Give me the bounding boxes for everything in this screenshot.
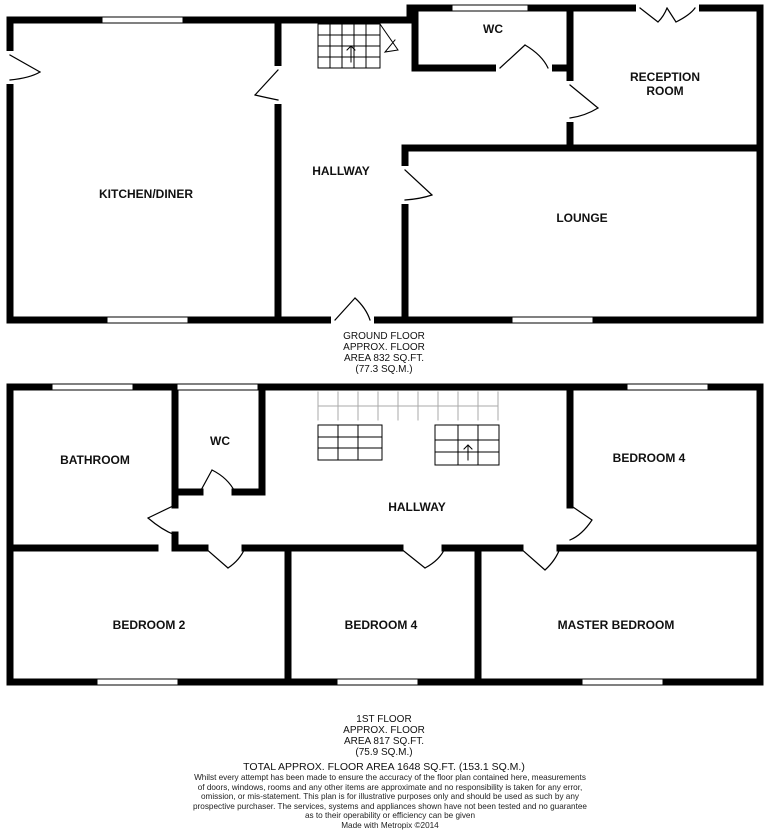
room-label-reception: RECEPTION ROOM <box>629 70 700 98</box>
room-label-ground-hallway: HALLWAY <box>312 164 370 178</box>
disclaimer-line: as to their operability or efficiency can be given <box>304 811 476 821</box>
room-label-ground-wc: WC <box>483 22 503 36</box>
ground-floor-caption <box>343 331 425 375</box>
caption-line: GROUND FLOOR <box>343 331 425 342</box>
caption-line: AREA 832 SQ.FT. <box>343 353 425 364</box>
disclaimer-line: Whilst every attempt has been made to ensure the accuracy of the floor plan contained here, measurements <box>194 773 586 782</box>
room-label-kitchen: KITCHEN/DINER <box>98 187 194 201</box>
ground-floor-walls <box>10 8 760 320</box>
caption-line: (75.9 SQ.M.) <box>355 747 413 758</box>
room-label-lounge: LOUNGE <box>556 211 608 225</box>
ground-floor-stairs <box>318 24 398 68</box>
first-floor-doors <box>148 470 592 570</box>
disclaimer-line: omission, or mis-statement. This plan is for illustrative purposes only and should be used as such by any <box>200 792 580 802</box>
caption-line: (77.3 SQ.M.) <box>355 364 413 375</box>
first-floor-walls <box>10 387 760 682</box>
room-label-bathroom: BATHROOM <box>60 453 130 467</box>
first-floor-caption <box>343 714 425 758</box>
room-label-first-hallway: HALLWAY <box>388 500 446 514</box>
caption-line: AREA 817 SQ.FT. <box>343 736 425 747</box>
room-label-bedroom-4-middle: BEDROOM 4 <box>344 618 418 632</box>
disclaimer-line: prospective purchaser. The services, systems and appliances shown have not been tested and no guarantee <box>192 801 587 811</box>
disclaimer <box>90 773 690 831</box>
disclaimer-line: Made with Metropix ©2014 <box>341 820 439 830</box>
room-label-master-bedroom: MASTER BEDROOM <box>557 618 675 632</box>
room-label-first-wc: WC <box>210 434 230 448</box>
caption-line: APPROX. FLOOR <box>343 725 425 736</box>
room-label-bedroom-2: BEDROOM 2 <box>112 618 186 632</box>
first-floor-stairs <box>318 392 499 465</box>
caption-line: 1ST FLOOR <box>356 714 412 725</box>
total-floor-area: TOTAL APPROX. FLOOR AREA 1648 SQ.FT. (153.1 SQ.M.) <box>243 761 525 773</box>
room-label-bedroom-4-right: BEDROOM 4 <box>612 451 686 465</box>
caption-line: APPROX. FLOOR <box>343 342 425 353</box>
disclaimer-line: of doors, windows, rooms and any other items are approximate and no responsibility is taken for any error, <box>197 782 583 792</box>
